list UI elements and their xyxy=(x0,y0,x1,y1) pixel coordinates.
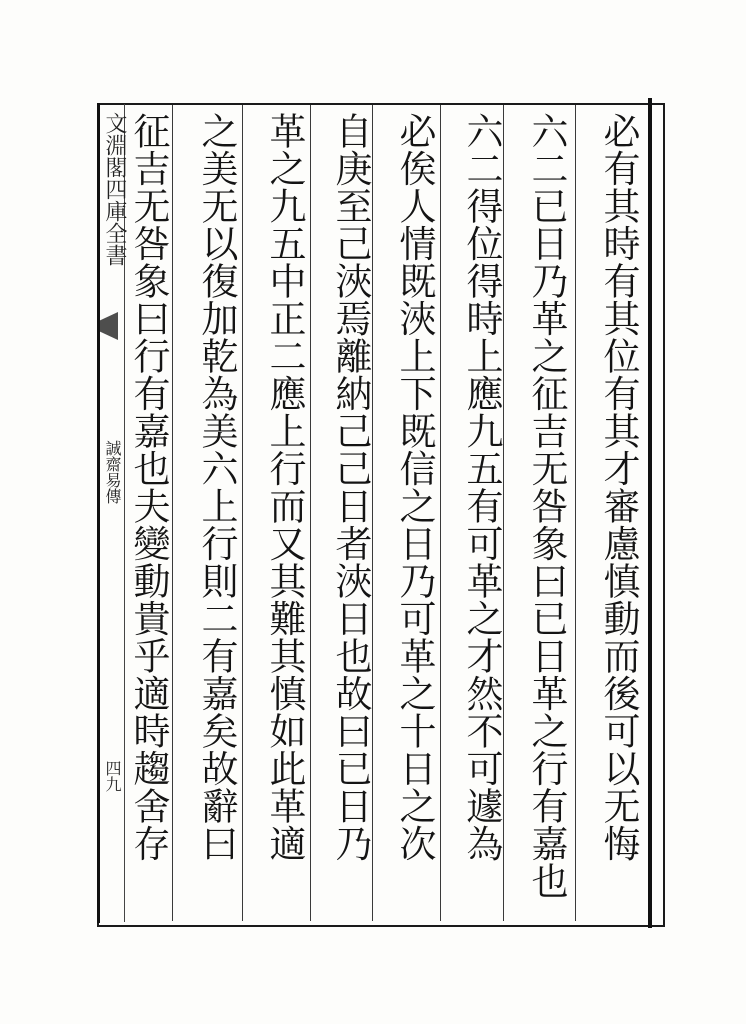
text-column-6: 革之九五中正二應上行而又其難其慎如此革適 xyxy=(263,112,306,862)
column-rule xyxy=(310,105,311,921)
column-rule xyxy=(242,105,243,921)
text-column-5: 自庚至己浹焉離納己己日者浹日也故曰已日乃 xyxy=(329,112,372,862)
column-rule xyxy=(575,105,576,921)
text-column-1: 必有其時有其位有其才審慮慎動而後可以无悔 xyxy=(597,112,640,862)
column-rule xyxy=(440,105,441,921)
frame-right-border xyxy=(648,98,652,928)
text-column-3: 六二得位得時上應九五有可革之才然不可遽為 xyxy=(460,112,503,862)
margin-section-title: 誠齋易傳 xyxy=(103,440,122,504)
margin-folio-number: 四九 xyxy=(103,760,122,792)
text-column-2: 六二已日乃革之征吉无咎象曰已日革之行有嘉也 xyxy=(525,112,568,900)
text-column-8: 征吉无咎象曰行有嘉也夫變動貴乎適時趨舍存 xyxy=(127,112,170,862)
page-frame xyxy=(97,103,665,927)
text-column-7: 之美无以復加乾為美六上行則二有嘉矣故辭曰 xyxy=(195,112,238,862)
margin-book-title: 文淵閣四庫全書 xyxy=(102,112,127,266)
text-column-4: 必俟人情既浹上下既信之日乃可革之十日之次 xyxy=(393,112,436,862)
